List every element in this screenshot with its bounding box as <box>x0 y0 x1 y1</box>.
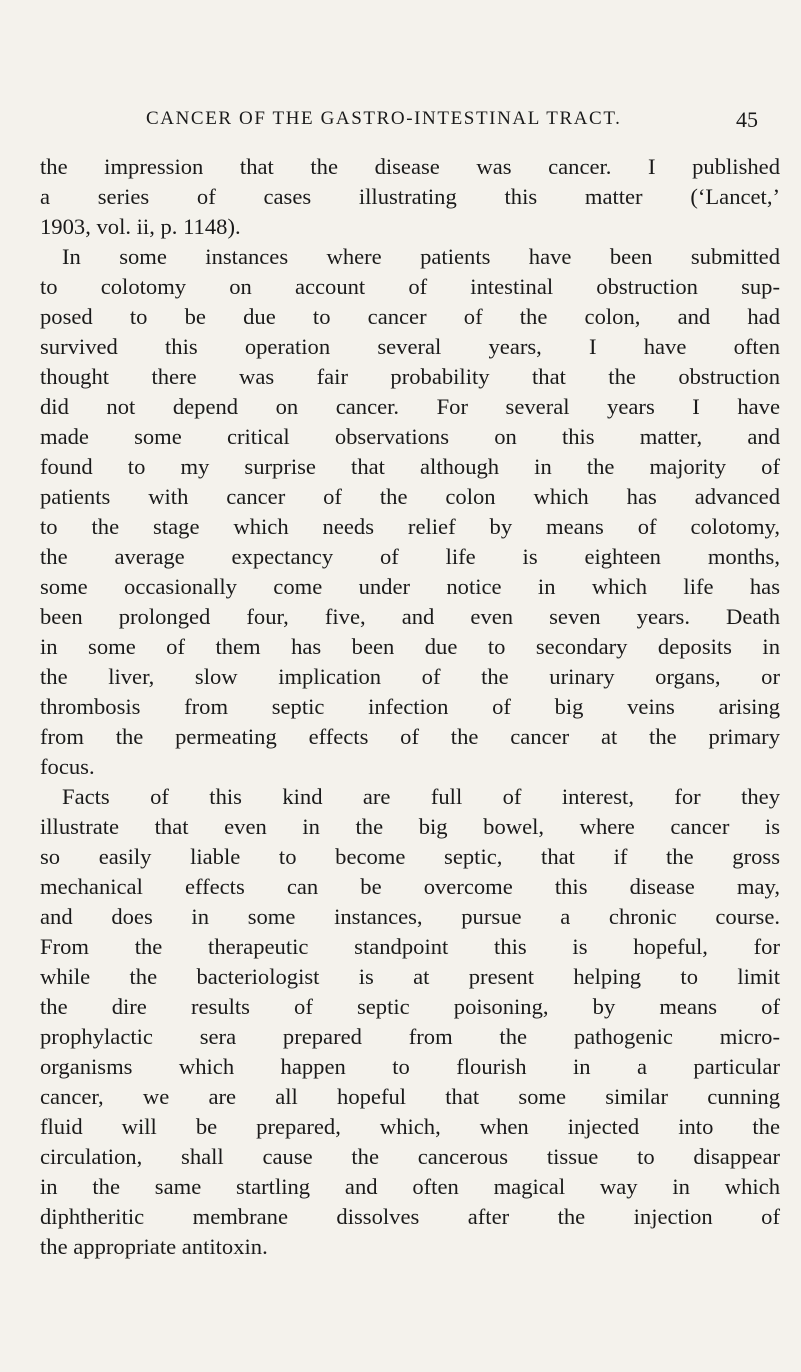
text-line: the liver, slow implication of the urinary organs, or <box>40 664 780 689</box>
text-line: while the bacteriologist is at present helping to limit <box>40 964 780 989</box>
text-line: in some of them has been due to secondary deposits in <box>40 634 780 659</box>
text-line: found to my surprise that although in the majority of <box>40 454 780 479</box>
text-line: been prolonged four, five, and even seven years. Death <box>40 604 780 629</box>
text-line: posed to be due to cancer of the colon, and had <box>40 304 780 329</box>
text-line: organisms which happen to flourish in a particular <box>40 1054 780 1079</box>
text-line: the appropriate antitoxin. <box>40 1234 268 1259</box>
text-line: 1903, vol. ii, p. 1148). <box>40 214 241 239</box>
body-text <box>40 152 780 1262</box>
text-line: the dire results of septic poisoning, by means of <box>40 994 780 1019</box>
text-line: diphtheritic membrane dissolves after the injection of <box>40 1204 780 1229</box>
paragraph <box>40 782 780 1262</box>
text-line: some occasionally come under notice in which life has <box>40 574 780 599</box>
text-line: a series of cases illustrating this matter (‘Lancet,’ <box>40 184 780 209</box>
text-line: so easily liable to become septic, that if the gross <box>40 844 780 869</box>
text-line: to the stage which needs relief by means of colotomy, <box>40 514 780 539</box>
text-line: did not depend on cancer. For several years I have <box>40 394 780 419</box>
text-line: focus. <box>40 754 95 779</box>
text-line: and does in some instances, pursue a chronic course. <box>40 904 780 929</box>
text-line: illustrate that even in the big bowel, where cancer is <box>40 814 780 839</box>
text-line: In some instances where patients have been submitted <box>62 244 780 269</box>
text-line: thought there was fair probability that the obstruction <box>40 364 780 389</box>
text-line: from the permeating effects of the cancer at the primary <box>40 724 780 749</box>
text-line: mechanical effects can be overcome this disease may, <box>40 874 780 899</box>
text-line: fluid will be prepared, which, when injected into the <box>40 1114 780 1139</box>
page-number: 45 <box>736 107 758 132</box>
text-line: circulation, shall cause the cancerous tissue to disappear <box>40 1144 780 1169</box>
text-line: survived this operation several years, I have often <box>40 334 780 359</box>
paragraph <box>40 152 780 242</box>
text-line: in the same startling and often magical way in which <box>40 1174 780 1199</box>
text-line: patients with cancer of the colon which has advanced <box>40 484 780 509</box>
running-head-title: CANCER OF THE GASTRO-INTESTINAL TRACT. <box>146 108 622 129</box>
text-line: thrombosis from septic infection of big veins arising <box>40 694 780 719</box>
text-line: cancer, we are all hopeful that some similar cunning <box>40 1084 780 1109</box>
text-line: From the therapeutic standpoint this is hopeful, for <box>40 934 780 959</box>
paragraph <box>40 242 780 782</box>
text-line: to colotomy on account of intestinal obstruction sup- <box>40 274 780 299</box>
text-line: prophylactic sera prepared from the pathogenic micro- <box>40 1024 780 1049</box>
text-line: the average expectancy of life is eighteen months, <box>40 544 780 569</box>
text-line: Facts of this kind are full of interest, for they <box>62 784 780 809</box>
text-line: the impression that the disease was cancer. I published <box>40 154 780 179</box>
text-line: made some critical observations on this matter, and <box>40 424 780 449</box>
